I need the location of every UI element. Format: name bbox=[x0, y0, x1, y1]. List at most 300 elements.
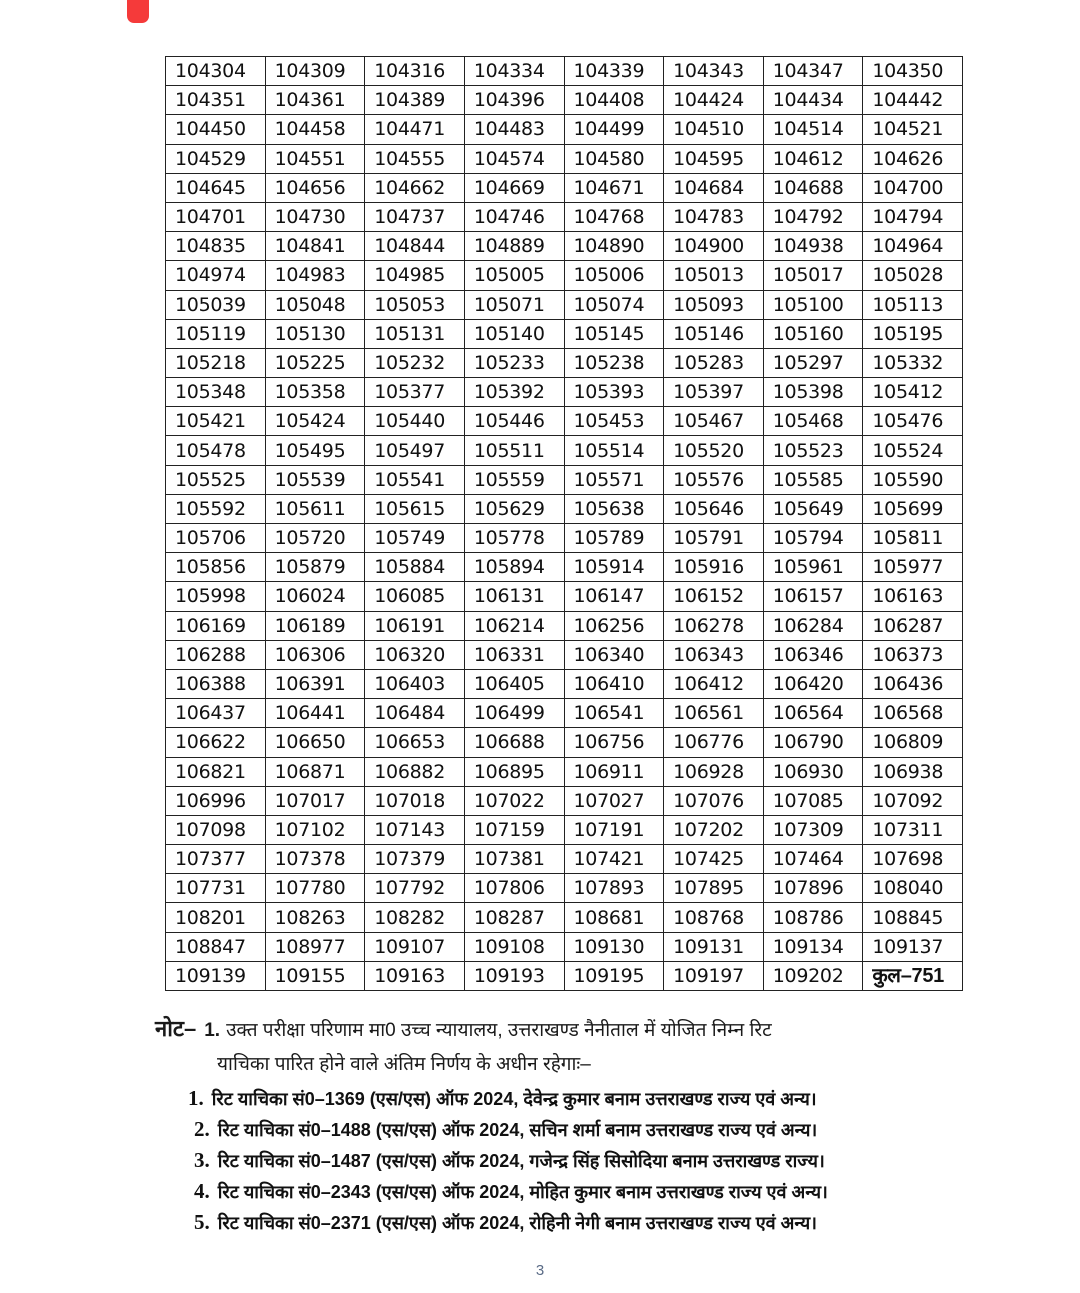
roll-number-cell: 106928 bbox=[664, 757, 764, 786]
petition-text: रिट याचिका सं0–1487 (एस/एस) ऑफ 2024, गजेन्द्र सिंह सिसोदिया बनाम उत्तराखण्ड राज्य। bbox=[217, 1151, 825, 1171]
roll-number-cell: 106169 bbox=[166, 611, 266, 640]
note-section bbox=[155, 1012, 965, 1082]
roll-number-cell: 106688 bbox=[464, 728, 564, 757]
roll-number-cell: 104684 bbox=[664, 173, 764, 202]
roll-number-cell: 105013 bbox=[664, 261, 764, 290]
roll-number-cell: 106622 bbox=[166, 728, 266, 757]
roll-number-cell: 107780 bbox=[265, 874, 365, 903]
roll-number-cell: 107309 bbox=[763, 815, 863, 844]
roll-number-cell: 109107 bbox=[365, 932, 465, 961]
note-heading: नोट– bbox=[155, 1016, 197, 1041]
roll-number-cell: 109202 bbox=[763, 961, 863, 990]
roll-number-cell: 104985 bbox=[365, 261, 465, 290]
roll-number-cell: 109134 bbox=[763, 932, 863, 961]
roll-number-cell: 105071 bbox=[464, 290, 564, 319]
roll-number-cell: 106388 bbox=[166, 669, 266, 698]
roll-number-cell: 106911 bbox=[564, 757, 664, 786]
roll-number-cell: 106403 bbox=[365, 669, 465, 698]
roll-number-cell: 105524 bbox=[863, 436, 963, 465]
roll-number-cell: 106163 bbox=[863, 582, 963, 611]
roll-number-cell: 106343 bbox=[664, 640, 764, 669]
roll-number-cell: 105093 bbox=[664, 290, 764, 319]
roll-number-cell: 106157 bbox=[763, 582, 863, 611]
roll-number-cell: 105615 bbox=[365, 494, 465, 523]
roll-number-cell: 105039 bbox=[166, 290, 266, 319]
roll-number-cell: 105392 bbox=[464, 378, 564, 407]
roll-number-cell: 104343 bbox=[664, 57, 764, 86]
roll-number-cell: 109139 bbox=[166, 961, 266, 990]
roll-number-cell: 107421 bbox=[564, 845, 664, 874]
roll-number-cell: 105894 bbox=[464, 553, 564, 582]
roll-number-cell: 105706 bbox=[166, 524, 266, 553]
roll-number-cell: 105398 bbox=[763, 378, 863, 407]
roll-number-cell: 107085 bbox=[763, 786, 863, 815]
roll-number-cell: 106996 bbox=[166, 786, 266, 815]
roll-number-cell: 105195 bbox=[863, 319, 963, 348]
table-row bbox=[166, 407, 963, 436]
table-row bbox=[166, 202, 963, 231]
roll-number-cell: 106561 bbox=[664, 699, 764, 728]
roll-number-cell: 105699 bbox=[863, 494, 963, 523]
page-number: 3 bbox=[535, 1262, 545, 1279]
roll-number-cell: 105514 bbox=[564, 436, 664, 465]
roll-number-cell: 106147 bbox=[564, 582, 664, 611]
roll-number-cell: 105778 bbox=[464, 524, 564, 553]
roll-number-cell: 107102 bbox=[265, 815, 365, 844]
roll-number-cell: 106373 bbox=[863, 640, 963, 669]
roll-number-cell: 105571 bbox=[564, 465, 664, 494]
roll-number-cell: 107377 bbox=[166, 845, 266, 874]
roll-number-cell: 106024 bbox=[265, 582, 365, 611]
roll-number-cell: 104701 bbox=[166, 202, 266, 231]
roll-number-cell: 106821 bbox=[166, 757, 266, 786]
roll-number-cell: 104351 bbox=[166, 86, 266, 115]
roll-number-cell: 104900 bbox=[664, 232, 764, 261]
roll-number-cell: 104844 bbox=[365, 232, 465, 261]
table-row bbox=[166, 553, 963, 582]
roll-number-cell: 109130 bbox=[564, 932, 664, 961]
roll-number-cell: 106871 bbox=[265, 757, 365, 786]
roll-number-cell: 104339 bbox=[564, 57, 664, 86]
table-row bbox=[166, 932, 963, 961]
roll-number-cell: 105559 bbox=[464, 465, 564, 494]
roll-number-cell: 105914 bbox=[564, 553, 664, 582]
roll-number-cell: 104938 bbox=[763, 232, 863, 261]
roll-number-cell: 105297 bbox=[763, 348, 863, 377]
roll-number-cell: 108201 bbox=[166, 903, 266, 932]
roll-number-cell: 104347 bbox=[763, 57, 863, 86]
roll-number-cell: 107076 bbox=[664, 786, 764, 815]
roll-number-cell: 108845 bbox=[863, 903, 963, 932]
roll-number-cell: 105520 bbox=[664, 436, 764, 465]
roll-number-cell: 105497 bbox=[365, 436, 465, 465]
roll-number-cell: 105421 bbox=[166, 407, 266, 436]
roll-number-cell: 104521 bbox=[863, 115, 963, 144]
roll-number-cell: 109163 bbox=[365, 961, 465, 990]
roll-number-cell: 105140 bbox=[464, 319, 564, 348]
roll-number-cell: 105119 bbox=[166, 319, 266, 348]
roll-number-cell: 106809 bbox=[863, 728, 963, 757]
roll-number-table bbox=[165, 56, 963, 991]
roll-number-cell: 104669 bbox=[464, 173, 564, 202]
roll-number-cell: 107311 bbox=[863, 815, 963, 844]
table-row bbox=[166, 348, 963, 377]
roll-number-cell: 104841 bbox=[265, 232, 365, 261]
roll-number-cell: 106436 bbox=[863, 669, 963, 698]
roll-number-cell: 105006 bbox=[564, 261, 664, 290]
roll-number-cell: 104974 bbox=[166, 261, 266, 290]
table-row bbox=[166, 640, 963, 669]
roll-number-cell: 105232 bbox=[365, 348, 465, 377]
roll-number-cell: 105539 bbox=[265, 465, 365, 494]
roll-number-cell: 108282 bbox=[365, 903, 465, 932]
roll-number-cell: 104671 bbox=[564, 173, 664, 202]
roll-number-cell: 104889 bbox=[464, 232, 564, 261]
roll-number-cell: 104350 bbox=[863, 57, 963, 86]
list-item bbox=[188, 1207, 948, 1238]
roll-number-cell: 108263 bbox=[265, 903, 365, 932]
roll-number-cell: 105446 bbox=[464, 407, 564, 436]
roll-number-cell: 105576 bbox=[664, 465, 764, 494]
roll-number-cell: 104595 bbox=[664, 144, 764, 173]
roll-number-cell: 105218 bbox=[166, 348, 266, 377]
roll-number-cell: 105541 bbox=[365, 465, 465, 494]
roll-number-cell: 106256 bbox=[564, 611, 664, 640]
roll-number-cell: 105074 bbox=[564, 290, 664, 319]
roll-number-cell: 105649 bbox=[763, 494, 863, 523]
roll-number-cell: 104794 bbox=[863, 202, 963, 231]
roll-number-cell: 105412 bbox=[863, 378, 963, 407]
roll-number-cell: 106895 bbox=[464, 757, 564, 786]
roll-number-cell: 106790 bbox=[763, 728, 863, 757]
roll-number-cell: 105053 bbox=[365, 290, 465, 319]
roll-number-cell: 104730 bbox=[265, 202, 365, 231]
roll-number-cell: 106441 bbox=[265, 699, 365, 728]
roll-number-cell: 106278 bbox=[664, 611, 764, 640]
roll-number-cell: 104551 bbox=[265, 144, 365, 173]
roll-number-cell: 105005 bbox=[464, 261, 564, 290]
roll-number-cell: 104983 bbox=[265, 261, 365, 290]
petition-number: 5. bbox=[194, 1210, 210, 1234]
roll-number-cell: 105961 bbox=[763, 553, 863, 582]
roll-number-cell: 105424 bbox=[265, 407, 365, 436]
roll-number-cell: 105794 bbox=[763, 524, 863, 553]
roll-number-cell: 109131 bbox=[664, 932, 764, 961]
roll-number-cell: 105811 bbox=[863, 524, 963, 553]
roll-number-cell: 105283 bbox=[664, 348, 764, 377]
table-row bbox=[166, 757, 963, 786]
roll-number-cell: 104737 bbox=[365, 202, 465, 231]
roll-number-cell: 105884 bbox=[365, 553, 465, 582]
roll-number-cell: 104316 bbox=[365, 57, 465, 86]
roll-number-cell: 105611 bbox=[265, 494, 365, 523]
total-count-cell: कुल–751 bbox=[863, 961, 963, 990]
roll-number-cell: 104555 bbox=[365, 144, 465, 173]
roll-number-cell: 105523 bbox=[763, 436, 863, 465]
roll-number-cell: 105592 bbox=[166, 494, 266, 523]
red-bookmark-tab bbox=[127, 0, 149, 23]
roll-number-cell: 105358 bbox=[265, 378, 365, 407]
roll-number-cell: 106756 bbox=[564, 728, 664, 757]
roll-number-cell: 108040 bbox=[863, 874, 963, 903]
roll-number-cell: 106653 bbox=[365, 728, 465, 757]
petition-text: रिट याचिका सं0–1369 (एस/एस) ऑफ 2024, देवेन्द्र कुमार बनाम उत्तराखण्ड राज्य एवं अन्य। bbox=[211, 1089, 817, 1109]
table-row bbox=[166, 173, 963, 202]
table-row bbox=[166, 524, 963, 553]
roll-number-cell: 106420 bbox=[763, 669, 863, 698]
table-row bbox=[166, 290, 963, 319]
petition-text: रिट याचिका सं0–2371 (एस/एस) ऑफ 2024, रोहिनी नेगी बनाम उत्तराखण्ड राज्य एवं अन्य। bbox=[217, 1213, 817, 1233]
roll-number-cell: 106214 bbox=[464, 611, 564, 640]
roll-number-cell: 105393 bbox=[564, 378, 664, 407]
roll-number-cell: 104783 bbox=[664, 202, 764, 231]
table-row bbox=[166, 815, 963, 844]
roll-number-cell: 105879 bbox=[265, 553, 365, 582]
roll-number-cell: 107806 bbox=[464, 874, 564, 903]
roll-number-cell: 106437 bbox=[166, 699, 266, 728]
roll-number-cell: 104890 bbox=[564, 232, 664, 261]
table-row bbox=[166, 57, 963, 86]
table-row bbox=[166, 378, 963, 407]
table-row bbox=[166, 261, 963, 290]
roll-number-cell: 104574 bbox=[464, 144, 564, 173]
roll-number-cell: 106287 bbox=[863, 611, 963, 640]
roll-number-cell: 105495 bbox=[265, 436, 365, 465]
roll-number-cell: 106541 bbox=[564, 699, 664, 728]
roll-number-cell: 107893 bbox=[564, 874, 664, 903]
roll-number-cell: 107378 bbox=[265, 845, 365, 874]
roll-number-cell: 105113 bbox=[863, 290, 963, 319]
roll-number-cell: 107092 bbox=[863, 786, 963, 815]
roll-number-cell: 106776 bbox=[664, 728, 764, 757]
table-row bbox=[166, 786, 963, 815]
roll-number-cell: 105146 bbox=[664, 319, 764, 348]
roll-number-cell: 107098 bbox=[166, 815, 266, 844]
roll-number-cell: 105511 bbox=[464, 436, 564, 465]
roll-number-cell: 106331 bbox=[464, 640, 564, 669]
roll-number-cell: 105749 bbox=[365, 524, 465, 553]
roll-number-cell: 107018 bbox=[365, 786, 465, 815]
roll-number-cell: 105017 bbox=[763, 261, 863, 290]
roll-number-cell: 106191 bbox=[365, 611, 465, 640]
roll-number-cell: 107027 bbox=[564, 786, 664, 815]
table-row bbox=[166, 86, 963, 115]
table-row bbox=[166, 903, 963, 932]
note-line-1 bbox=[155, 1012, 965, 1048]
roll-number-cell: 105468 bbox=[763, 407, 863, 436]
table-row bbox=[166, 465, 963, 494]
roll-number-cell: 105977 bbox=[863, 553, 963, 582]
roll-number-cell: 105453 bbox=[564, 407, 664, 436]
roll-number-cell: 109193 bbox=[464, 961, 564, 990]
table-row bbox=[166, 436, 963, 465]
roll-number-cell: 105856 bbox=[166, 553, 266, 582]
roll-number-cell: 109197 bbox=[664, 961, 764, 990]
roll-number-cell: 104529 bbox=[166, 144, 266, 173]
roll-number-cell: 105998 bbox=[166, 582, 266, 611]
roll-number-cell: 105100 bbox=[763, 290, 863, 319]
roll-number-cell: 104408 bbox=[564, 86, 664, 115]
roll-number-cell: 105646 bbox=[664, 494, 764, 523]
roll-number-cell: 106412 bbox=[664, 669, 764, 698]
roll-number-cell: 106391 bbox=[265, 669, 365, 698]
roll-number-cell: 105440 bbox=[365, 407, 465, 436]
roll-number-cell: 104309 bbox=[265, 57, 365, 86]
table-row bbox=[166, 582, 963, 611]
roll-number-cell: 105160 bbox=[763, 319, 863, 348]
roll-number-cell: 106284 bbox=[763, 611, 863, 640]
roll-number-cell: 104389 bbox=[365, 86, 465, 115]
roll-number-cell: 105028 bbox=[863, 261, 963, 290]
roll-number-cell: 108847 bbox=[166, 932, 266, 961]
roll-number-cell: 105397 bbox=[664, 378, 764, 407]
roll-number-cell: 104334 bbox=[464, 57, 564, 86]
roll-number-cell: 105145 bbox=[564, 319, 664, 348]
roll-number-cell: 105720 bbox=[265, 524, 365, 553]
petition-text: रिट याचिका सं0–2343 (एस/एस) ऑफ 2024, मोहित कुमार बनाम उत्तराखण्ड राज्य एवं अन्य। bbox=[217, 1182, 828, 1202]
list-item bbox=[188, 1114, 948, 1145]
roll-number-cell: 106306 bbox=[265, 640, 365, 669]
petition-number: 2. bbox=[194, 1117, 210, 1141]
table-row bbox=[166, 494, 963, 523]
roll-number-cell: 105348 bbox=[166, 378, 266, 407]
roll-number-cell: 105238 bbox=[564, 348, 664, 377]
table-row bbox=[166, 144, 963, 173]
roll-number-cell: 105525 bbox=[166, 465, 266, 494]
roll-number-cell: 104645 bbox=[166, 173, 266, 202]
writ-petition-list bbox=[188, 1083, 948, 1238]
roll-number-cell: 107379 bbox=[365, 845, 465, 874]
roll-number-cell: 106938 bbox=[863, 757, 963, 786]
roll-number-cell: 104450 bbox=[166, 115, 266, 144]
table-row bbox=[166, 232, 963, 261]
roll-number-cell: 105476 bbox=[863, 407, 963, 436]
roll-number-cell: 106189 bbox=[265, 611, 365, 640]
roll-number-cell: 104964 bbox=[863, 232, 963, 261]
roll-number-cell: 108287 bbox=[464, 903, 564, 932]
petition-number: 1. bbox=[188, 1086, 204, 1110]
roll-number-cell: 105478 bbox=[166, 436, 266, 465]
roll-number-cell: 105377 bbox=[365, 378, 465, 407]
roll-number-cell: 106484 bbox=[365, 699, 465, 728]
table-row bbox=[166, 961, 963, 990]
roll-number-cell: 106340 bbox=[564, 640, 664, 669]
petition-number: 3. bbox=[194, 1148, 210, 1172]
roll-number-cell: 107143 bbox=[365, 815, 465, 844]
roll-number-cell: 104510 bbox=[664, 115, 764, 144]
roll-number-cell: 105638 bbox=[564, 494, 664, 523]
roll-number-cell: 104499 bbox=[564, 115, 664, 144]
roll-number-cell: 106131 bbox=[464, 582, 564, 611]
roll-number-cell: 108768 bbox=[664, 903, 764, 932]
roll-number-cell: 104700 bbox=[863, 173, 963, 202]
roll-number-cell: 107464 bbox=[763, 845, 863, 874]
roll-number-cell: 107159 bbox=[464, 815, 564, 844]
roll-number-cell: 104483 bbox=[464, 115, 564, 144]
roll-number-cell: 105585 bbox=[763, 465, 863, 494]
roll-number-cell: 104361 bbox=[265, 86, 365, 115]
table-row bbox=[166, 115, 963, 144]
roll-number-cell: 106882 bbox=[365, 757, 465, 786]
roll-number-cell: 106410 bbox=[564, 669, 664, 698]
roll-number-cell: 104434 bbox=[763, 86, 863, 115]
note-text-2: याचिका पारित होने वाले अंतिम निर्णय के अधीन रहेगाः– bbox=[217, 1054, 591, 1075]
roll-number-cell: 104835 bbox=[166, 232, 266, 261]
roll-number-cell: 108977 bbox=[265, 932, 365, 961]
roll-number-cell: 106650 bbox=[265, 728, 365, 757]
table-row bbox=[166, 845, 963, 874]
roll-number-cell: 105130 bbox=[265, 319, 365, 348]
roll-number-cell: 105791 bbox=[664, 524, 764, 553]
roll-number-cell: 106405 bbox=[464, 669, 564, 698]
roll-number-cell: 104304 bbox=[166, 57, 266, 86]
roll-number-cell: 105332 bbox=[863, 348, 963, 377]
roll-number-cell: 104471 bbox=[365, 115, 465, 144]
list-item bbox=[188, 1145, 948, 1176]
table-row bbox=[166, 611, 963, 640]
roll-number-cell: 104688 bbox=[763, 173, 863, 202]
roll-number-cell: 104396 bbox=[464, 86, 564, 115]
roll-number-cell: 105048 bbox=[265, 290, 365, 319]
roll-number-cell: 107896 bbox=[763, 874, 863, 903]
roll-number-cell: 104792 bbox=[763, 202, 863, 231]
roll-number-cell: 105467 bbox=[664, 407, 764, 436]
roll-number-cell: 104458 bbox=[265, 115, 365, 144]
roll-number-cell: 107731 bbox=[166, 874, 266, 903]
roll-number-cell: 108786 bbox=[763, 903, 863, 932]
table-row bbox=[166, 728, 963, 757]
roll-number-cell: 106320 bbox=[365, 640, 465, 669]
table-body bbox=[166, 57, 963, 991]
roll-number-cell: 105225 bbox=[265, 348, 365, 377]
roll-number-cell: 104746 bbox=[464, 202, 564, 231]
roll-number-cell: 107022 bbox=[464, 786, 564, 815]
roll-number-cell: 107698 bbox=[863, 845, 963, 874]
roll-number-cell: 107425 bbox=[664, 845, 764, 874]
roll-number-cell: 107895 bbox=[664, 874, 764, 903]
note-text-1: उक्त परीक्षा परिणाम मा0 उच्च न्यायालय, उत्तराखण्ड नैनीताल में योजित निम्न रिट bbox=[226, 1020, 772, 1041]
roll-number-cell: 105789 bbox=[564, 524, 664, 553]
roll-number-cell: 105916 bbox=[664, 553, 764, 582]
roll-number-cell: 106346 bbox=[763, 640, 863, 669]
roll-number-cell: 105131 bbox=[365, 319, 465, 348]
table-row bbox=[166, 669, 963, 698]
table-row bbox=[166, 319, 963, 348]
roll-number-cell: 107792 bbox=[365, 874, 465, 903]
roll-number-cell: 106288 bbox=[166, 640, 266, 669]
list-item bbox=[188, 1083, 948, 1114]
roll-number-cell: 104442 bbox=[863, 86, 963, 115]
table-row bbox=[166, 699, 963, 728]
roll-number-cell: 105629 bbox=[464, 494, 564, 523]
roll-number-cell: 109195 bbox=[564, 961, 664, 990]
roll-number-cell: 104580 bbox=[564, 144, 664, 173]
roll-number-cell: 109155 bbox=[265, 961, 365, 990]
roll-number-cell: 104424 bbox=[664, 86, 764, 115]
roll-number-cell: 104662 bbox=[365, 173, 465, 202]
roll-number-cell: 109108 bbox=[464, 932, 564, 961]
roll-number-cell: 105233 bbox=[464, 348, 564, 377]
roll-number-cell: 108681 bbox=[564, 903, 664, 932]
roll-number-cell: 106568 bbox=[863, 699, 963, 728]
roll-number-cell: 106152 bbox=[664, 582, 764, 611]
roll-number-cell: 104514 bbox=[763, 115, 863, 144]
roll-number-cell: 106499 bbox=[464, 699, 564, 728]
roll-number-cell: 104612 bbox=[763, 144, 863, 173]
list-item bbox=[188, 1176, 948, 1207]
roll-number-cell: 106930 bbox=[763, 757, 863, 786]
roll-number-cell: 107202 bbox=[664, 815, 764, 844]
